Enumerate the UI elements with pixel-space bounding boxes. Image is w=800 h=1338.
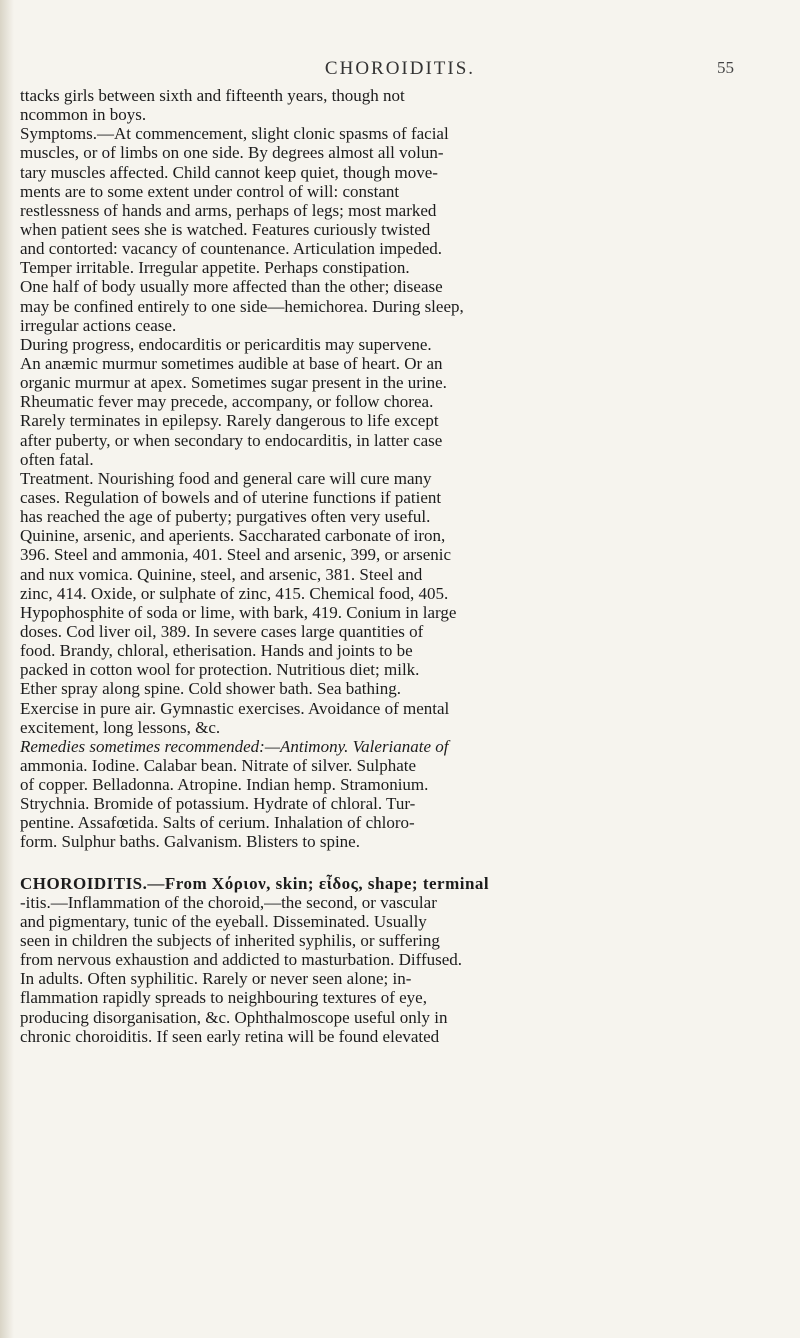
text-line: Rheumatic fever may precede, accompany, or follow chorea. — [20, 392, 434, 412]
text-line: after puberty, or when secondary to endocarditis, in latter case — [20, 430, 443, 450]
text-line: ncommon in boys. — [20, 105, 147, 125]
text-line: seen in children the subjects of inherited syphilis, or suffering — [20, 931, 440, 951]
page-gutter-shadow — [0, 0, 14, 1338]
text-line: chronic choroiditis. If seen early retina will be found elevated — [20, 1026, 440, 1046]
text-line: ammonia. Iodine. Calabar bean. Nitrate of silver. Sulphate — [20, 755, 417, 775]
text-line: Quinine, arsenic, and aperients. Saccharated carbonate of iron, — [20, 526, 446, 546]
text-line: Exercise in pure air. Gymnastic exercises. Avoidance of mental — [20, 698, 450, 718]
text-line: flammation rapidly spreads to neighbouring textures of eye, — [20, 988, 427, 1008]
text-line: excitement, long lessons, &c. — [20, 717, 221, 737]
page-number: 55 — [717, 58, 734, 77]
text-line: has reached the age of puberty; purgatives often very useful. — [20, 507, 431, 527]
choroiditis-entry-heading: CHOROIDITIS.—From Χόριον, skin; εἶδος, shape; terminal — [20, 873, 490, 893]
symptoms-line: Symptoms.—At commencement, slight clonic spasms of facial — [20, 124, 449, 144]
text-line: Hypophosphite of soda or lime, with bark, 419. Conium in large — [20, 602, 457, 622]
text-line: of copper. Belladonna. Atropine. Indian hemp. Stramonium. — [20, 775, 429, 795]
section-divider-space — [20, 852, 762, 874]
choroiditis-entry — [20, 874, 762, 1046]
text-line: producing disorganisation, &c. Ophthalmoscope useful only in — [20, 1007, 448, 1027]
text-line: During progress, endocarditis or pericarditis may supervene. — [20, 334, 432, 354]
text-line: ttacks girls between sixth and fifteenth years, though not — [20, 86, 405, 105]
text-line: restlessness of hands and arms, perhaps of legs; most marked — [20, 200, 437, 220]
text-line: -itis.—Inflammation of the choroid,—the second, or vascular — [20, 892, 437, 912]
text-line: often fatal. — [20, 449, 94, 469]
text-line: muscles, or of limbs on one side. By degrees almost all volun- — [20, 143, 444, 163]
text-line: may be confined entirely to one side—hemichorea. During sleep, — [20, 296, 464, 316]
text-line: when patient sees she is watched. Features curiously twisted — [20, 219, 431, 239]
text-line: from nervous exhaustion and addicted to masturbation. Diffused. — [20, 950, 463, 970]
text-line: One half of body usually more affected than the other; disease — [20, 277, 443, 297]
text-line: In adults. Often syphilitic. Rarely or never seen alone; in- — [20, 969, 412, 989]
text-line: and contorted: vacancy of countenance. Articulation impeded. — [20, 239, 443, 259]
text-line: tary muscles affected. Child cannot keep quiet, though move- — [20, 162, 438, 182]
text-line: cases. Regulation of bowels and of uterine functions if patient — [20, 487, 442, 507]
text-line: packed in cotton wool for protection. Nutritious diet; milk. — [20, 660, 420, 680]
text-line: organic murmur at apex. Sometimes sugar present in the urine. — [20, 373, 447, 393]
text-line: Rarely terminates in epilepsy. Rarely dangerous to life except — [20, 411, 439, 431]
text-line: and pigmentary, tunic of the eyeball. Disseminated. Usually — [20, 911, 427, 931]
remedies-line: Remedies sometimes recommended:—Antimony. Valerianate of — [20, 736, 449, 756]
text-line: food. Brandy, chloral, etherisation. Hands and joints to be — [20, 641, 413, 661]
text-line: doses. Cod liver oil, 389. In severe cases large quantities of — [20, 621, 424, 641]
text-line: Strychnia. Bromide of potassium. Hydrate of chloral. Tur- — [20, 794, 416, 814]
text-line: zinc, 414. Oxide, or sulphate of zinc, 415. Chemical food, 405. — [20, 583, 449, 603]
text-line: Temper irritable. Irregular appetite. Perhaps constipation. — [20, 258, 410, 278]
text-line: Ether spray along spine. Cold shower bath. Sea bathing. — [20, 679, 402, 699]
text-line: form. Sulphur baths. Galvanism. Blisters to spine. — [20, 832, 360, 852]
text-line: and nux vomica. Quinine, steel, and arsenic, 381. Steel and — [20, 564, 423, 584]
page-header — [0, 58, 800, 82]
text-line: pentine. Assafœtida. Salts of cerium. Inhalation of chloro- — [20, 813, 415, 833]
running-head: CHOROIDITIS. — [324, 58, 476, 79]
text-line: An anæmic murmur sometimes audible at base of heart. Or an — [20, 353, 443, 373]
text-line: 396. Steel and ammonia, 401. Steel and arsenic, 399, or arsenic — [20, 545, 452, 565]
text-line: ments are to some extent under control of will: constant — [20, 181, 400, 201]
text-line: irregular actions cease. — [20, 315, 177, 335]
chorea-section — [20, 86, 762, 1046]
treatment-line: Treatment. Nourishing food and general care will cure many — [20, 468, 432, 488]
